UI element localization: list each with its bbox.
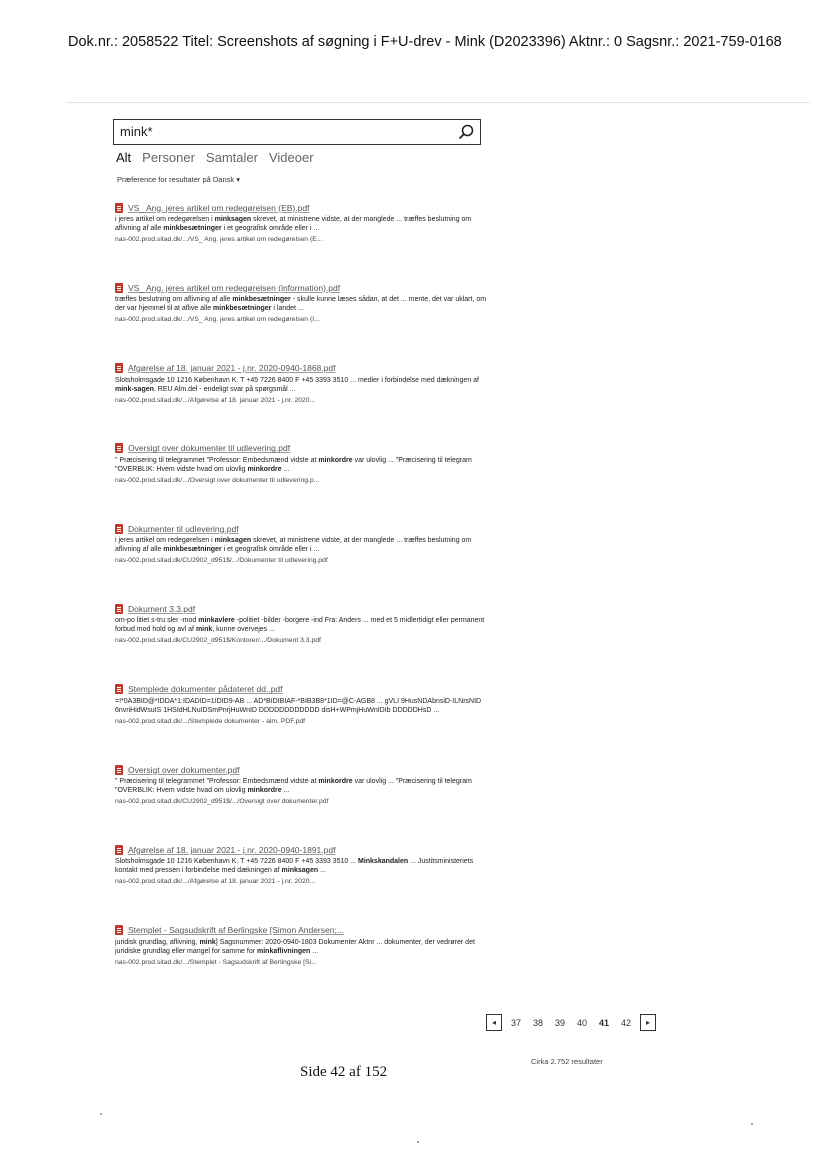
result-title[interactable]: VS_ Ang. jeres artikel om redegørelsen (EB).pdf [128,202,310,213]
search-result [115,523,487,603]
search-result [115,684,487,764]
results-list [115,202,487,1005]
language-preference[interactable]: Præference for resultater på Dansk ▾ [117,175,240,184]
prev-page-button[interactable]: ◂ [486,1014,502,1031]
result-snippet: træffes beslutning om aflivning af alle minkbesætninger - skulle kunne læses sådan, at det ... mente, det var uklart, om der var hjemmel til at aflive alle minkbesætninger i landet ... [115,296,487,313]
pdf-file-icon [115,203,123,213]
result-title[interactable]: Dokument 3.3.pdf [128,603,196,614]
result-url: nas-002.prod.sitad.dk/.../VS_ Ang. jeres artikel om redegørelsen (E... [115,236,323,243]
page-link[interactable]: 38 [532,1017,543,1028]
page-footer: Side 42 af 152 [300,1064,388,1080]
result-url: nas-002.prod.sitad.dk/.../Stemplede dokumenter - alm. PDF.pdf [115,717,306,725]
result-title-link[interactable] [115,764,487,775]
result-title[interactable]: VS_ Ang. jeres artikel om redegørelsen (information).pdf [128,282,341,293]
result-url: nas-002.prod.sitad.dk/.../Stemplet - Sagsudskrift af Berlingske [Si... [115,958,317,966]
result-title-link[interactable] [115,844,487,855]
pdf-file-icon [115,604,123,614]
tab-alt[interactable]: Alt [116,150,132,165]
search-result [115,363,487,443]
result-title[interactable]: Stemplede dokumenter pådateret dd..pdf [128,684,283,695]
page-link[interactable]: 40 [576,1017,587,1028]
result-title-link[interactable] [115,363,487,374]
tab-personer[interactable]: Personer [142,150,195,165]
page-link[interactable]: 42 [620,1017,631,1028]
result-url: nas-002.prod.sitad.dk/.../Oversigt over dokumenter til udlevering.p... [115,476,320,484]
result-title[interactable]: Stemplet - Sagsudskrift af Berlingske [Simon Andersen;... [128,925,344,936]
search-result [115,844,487,924]
page-link[interactable]: 37 [510,1017,521,1028]
pagination [483,1014,659,1031]
scan-speck [417,1141,419,1143]
result-title-link[interactable] [115,603,487,614]
result-title-link[interactable] [115,925,487,936]
result-snippet: om-po litiet s-tru sler -mod minkavlere -politiet -bilder -borgere -ind Fra: Anders ... med et 5 midlertidigt eller permanent forbud mod hold og avl af mink, kunne overvejes ... [115,617,485,634]
result-snippet: Slotsholmsgade 10 1216 København K. T +45 7226 8400 F +45 3393 3510 ... Minkskandalen ... Justitsministeriets kontakt med pressen i forbindelse med dækningen af minksagen ... [115,858,474,875]
result-snippet: Slotsholmsgade 10 1216 København K. T +45 7226 8400 F +45 3393 3510 ... medier i forbindelse med dækningen af mink-sagen. REU Alm.del - endeligt svar på spørgsmål ... [115,376,479,393]
result-snippet: i jeres artikel om redegørelsen i minksagen skrevet, at ministrene vidste, at der manglede ... træffes beslutning om aflivning af alle minkbesætninger i et geografisk område eller i ... [115,216,472,232]
result-url: nas-002.prod.sitad.dk/.../Afgørelse af 18. januar 2021 - j.nr. 2020... [115,878,316,886]
pdf-file-icon [115,524,123,534]
pdf-file-icon [115,684,123,694]
result-title-link[interactable] [115,443,487,454]
result-title[interactable]: Afgørelse af 18. januar 2021 - j.nr. 2020-0940-1891.pdf [128,844,336,855]
next-page-button[interactable]: ▸ [640,1014,656,1031]
result-title[interactable]: Afgørelse af 18. januar 2021 - j.nr. 2020-0940-1868.pdf [128,363,336,374]
result-url: nas-002.prod.sitad.dk/CU2902_d951$/Kontorer/.../Dokument 3.3.pdf [115,637,321,645]
result-url: nas-002.prod.sitad.dk/CU2902_d951$/.../Oversigt over dokumenter.pdf [115,798,329,806]
search-result [115,443,487,523]
search-result [115,282,487,362]
tab-videoer[interactable]: Videoer [268,150,314,165]
pdf-file-icon [115,765,123,775]
result-snippet: juridisk grundlag, aflivning, mink] Sagsnummer: 2020-0940-1803 Dokumenter Aktnr ... dokumenter, der vedrører det juridiske grundlag eller mangel for samme for minkaflivningen ... [115,938,475,955]
scan-speck [751,1123,753,1125]
result-snippet: =!*0A3BID@*IDDA*1:IDADID=1IDID9-AB ... AD*BIDIBIAF-*BIB3B8*1ID=@C-AGB8 ... gVLI 9HusNDAbnsiD-ILNrsNID 6nvriHidWsuIS 1HSIdHLNuIDSmPnrjHuWnID DDDDDDDDDDDD disH+WPmjHuWnIDIb DDDDDHsD ... [115,697,482,714]
result-title-link[interactable] [115,684,487,695]
page-link[interactable]: 41 [598,1017,609,1028]
pdf-file-icon [115,925,123,935]
result-url: nas-002.prod.sitad.dk/CU2902_d951$/.../Dokumenter til udlevering.pdf [115,557,328,565]
pdf-file-icon [115,363,123,373]
result-url: nas-002.prod.sitad.dk/.../VS_ Ang. jeres artikel om redegørelsen (I... [115,316,320,324]
search-icon[interactable] [457,123,475,141]
tab-samtaler[interactable]: Samtaler [205,150,258,165]
result-url: nas-002.prod.sitad.dk/.../Afgørelse af 18. januar 2021 - j.nr. 2020... [115,396,316,404]
search-result [115,764,487,844]
search-input[interactable] [113,119,481,145]
search-result [115,603,487,683]
pdf-file-icon [115,845,123,855]
result-title-link[interactable] [115,523,487,534]
search-query[interactable]: mink* [120,124,153,139]
result-count: Cirka 2.752 resultater [531,1057,603,1066]
search-result [115,925,487,1005]
pdf-file-icon [115,443,123,453]
result-title[interactable]: Oversigt over dokumenter.pdf [128,764,240,775]
result-title[interactable]: Oversigt over dokumenter til udlevering.pdf [128,443,291,454]
result-snippet: " Præcisering til telegrammet "Professor: Embedsmænd vidste at minkordre var ulovlig ... "Præcisering til telegram "OVERBLIK: Hvem vidste hvad om ulovlig minkordre ... [115,778,472,795]
search-result [115,202,487,282]
result-snippet: " Præcisering til telegrammet "Professor: Embedsmænd vidste at minkordre var ulovlig ... "Præcisering til telegram "OVERBLIK: Hvem vidste hvad om ulovlig minkordre ... [115,456,472,473]
result-title-link[interactable] [115,202,487,213]
result-title-link[interactable] [115,282,487,293]
scan-divider [66,102,810,103]
page-link[interactable]: 39 [554,1017,565,1028]
result-title[interactable]: Dokumenter til udlevering.pdf [128,523,239,534]
scan-speck [100,1113,102,1115]
pdf-file-icon [115,283,123,293]
result-snippet: i jeres artikel om redegørelsen i minksagen skrevet, at ministrene vidste, at der manglede ... træffes beslutning om aflivning af alle minkbesætninger i et geografisk område eller i ... [115,537,472,554]
document-header: Dok.nr.: 2058522 Titel: Screenshots af søgning i F+U-drev - Mink (D2023396) Aktnr.: 0 Sagsnr.: 2021-759-0168 [68,34,782,50]
search-tabs [116,150,325,165]
